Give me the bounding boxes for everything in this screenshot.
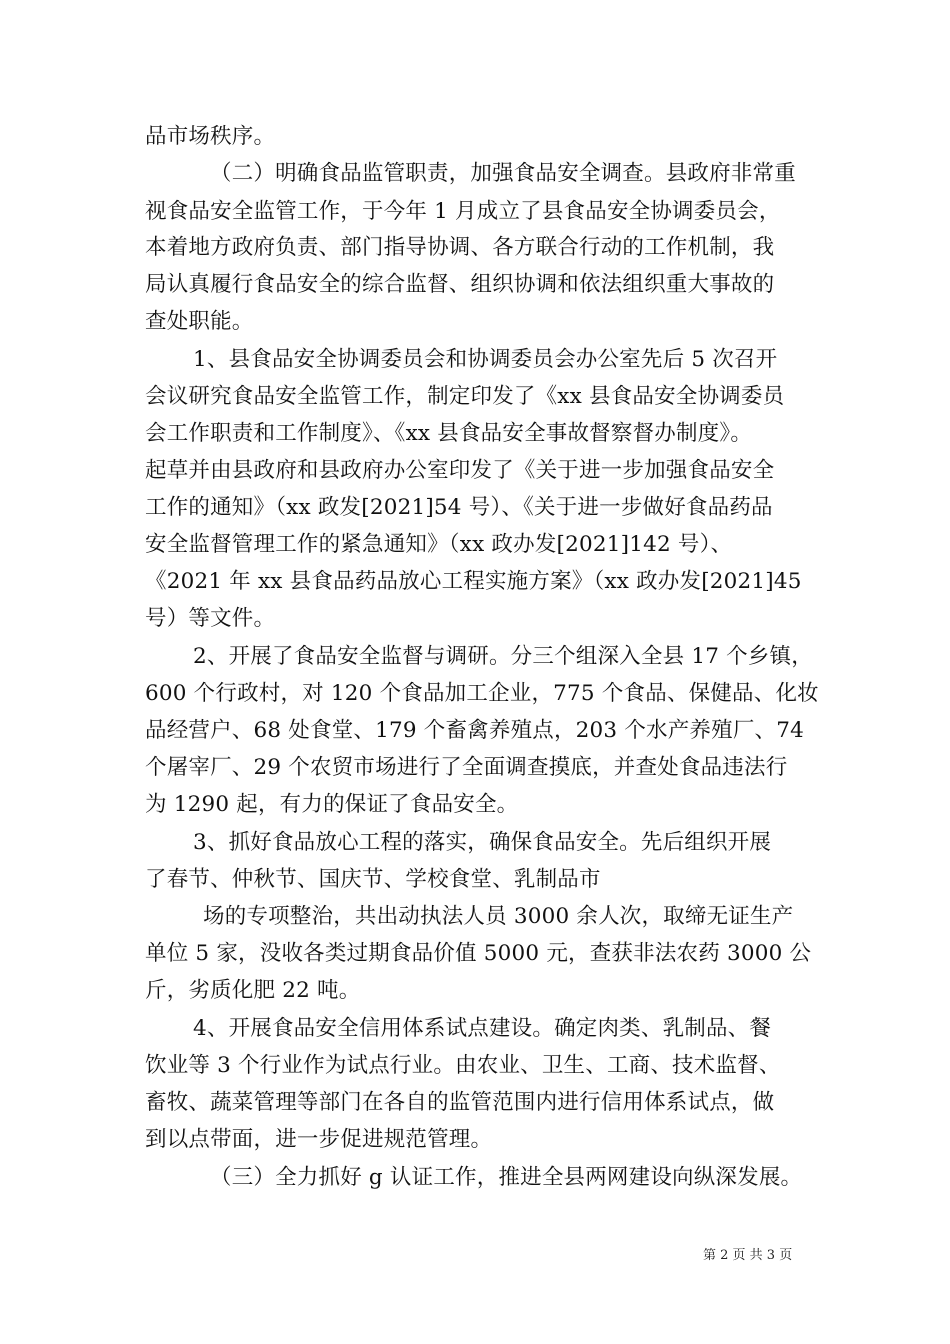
text-line: 品市场秩序。 (145, 124, 276, 149)
text-line: 2、开展了食品安全监督与调研。分三个组深入全县 17 个乡镇， (193, 644, 813, 669)
text-line: 会议研究食品安全监管工作，制定印发了《xx 县食品安全协调委员 (145, 384, 785, 409)
text-line: 号）等文件。 (145, 606, 276, 631)
text-line: 场的专项整治，共出动执法人员 3000 余人次，取缔无证生产 (203, 904, 794, 929)
text-line: 单位 5 家，没收各类过期食品价值 5000 元，查获非法农药 3000 公 (145, 941, 812, 966)
text-line: 3、抓好食品放心工程的落实，确保食品安全。先后组织开展 (193, 830, 772, 855)
text-line: 到以点带面，进一步促进规范管理。 (145, 1127, 493, 1152)
text-line: 为 1290 起，有力的保证了食品安全。 (145, 792, 519, 817)
text-line: 饮业等 3 个行业作为试点行业。由农业、卫生、工商、技术监督、 (145, 1053, 781, 1078)
text-line: 起草并由县政府和县政府办公室印发了《关于进一步加强食品安全 (145, 458, 775, 483)
text-line: 视食品安全监管工作，于今年 1 月成立了县食品安全协调委员会， (145, 199, 781, 224)
text-line: 《2021 年 xx 县食品药品放心工程实施方案》（xx 政办发[2021]45 (145, 569, 802, 594)
text-line: 了春节、仲秋节、国庆节、学校食堂、乳制品市 (145, 867, 601, 892)
text-line: （三）全力抓好 g 认证工作，推进全县两网建设向纵深发展。 (210, 1165, 803, 1190)
text-line: 个屠宰厂、29 个农贸市场进行了全面调查摸底，并查处食品违法行 (145, 755, 788, 780)
text-line: 局认真履行食品安全的综合监督、组织协调和依法组织重大事故的 (145, 272, 775, 297)
text-line: 畜牧、蔬菜管理等部门在各自的监管范围内进行信用体系试点，做 (145, 1090, 775, 1115)
text-line: 查处职能。 (145, 309, 254, 334)
text-line: 安全监督管理工作的紧急通知》（xx 政办发[2021]142 号）、 (145, 532, 733, 557)
page-number: 第 2 页 共 3 页 (703, 1248, 793, 1263)
text-line: 4、开展食品安全信用体系试点建设。确定肉类、乳制品、餐 (193, 1016, 772, 1041)
text-line: 会工作职责和工作制度》、《xx 县食品安全事故督察督办制度》。 (145, 421, 753, 446)
text-line: （二）明确食品监管职责，加强食品安全调查。县政府非常重 (210, 161, 796, 186)
text-line: 本着地方政府负责、部门指导协调、各方联合行动的工作机制，我 (145, 235, 775, 260)
text-line: 斤，劣质化肥 22 吨。 (145, 978, 361, 1003)
text-line: 品经营户、68 处食堂、179 个畜禽养殖点，203 个水产养殖厂、74 (145, 718, 804, 743)
text-line: 工作的通知》（xx 政发[2021]54 号）、《关于进一步做好食品药品 (145, 495, 773, 520)
text-line: 1、县食品安全协调委员会和协调委员会办公室先后 5 次召开 (193, 347, 778, 372)
text-line: 600 个行政村，对 120 个食品加工企业，775 个食品、保健品、化妆 (145, 681, 819, 706)
